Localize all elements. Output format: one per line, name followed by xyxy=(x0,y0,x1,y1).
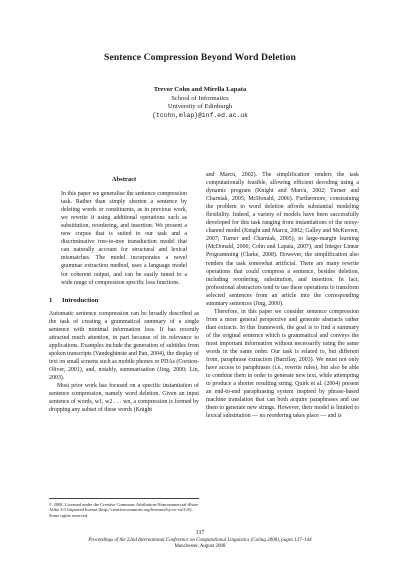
intro-paragraph-1: Automatic sentence compression can be broadly described as the task of creating a grammatical summary of a single sentence with minimal information loss. It has recently attracted much attention, in part because of its relevance to applications. Examples include the generation of subtitles from spoken transcripts (Vandeghinste and Pan, 2004), the display of text on small screens such as mobile phones or PDAs (Corston-Oliver, 2001), and, notably, summarisation (Jing, 2000; Lin, 2003). xyxy=(49,310,199,382)
proceedings-venue: Manchester, August 2008 xyxy=(174,544,226,550)
license-footnote: © 2008. Licensed under the Creative Commons Attribution-Noncommercial-Share Alike 3.0 Unported license (http://creativecommons.org/licenses/by-nc-sa/3.0/). Some rights reserved. xyxy=(49,498,199,518)
left-column xyxy=(49,176,199,414)
intro-paragraph-2: Most prior work has focused on a specific instantiation of sentence compression, namely word deletion. Given an input sentence of words, w1, w2 . . . wn, a compression is formed by dropping any subset of these words (Knight xyxy=(49,383,199,414)
page-number: 137 xyxy=(195,530,205,536)
author-email: {tcohn,mlap}@inf.ed.ac.uk xyxy=(152,111,248,119)
author-names: Trevor Cohn and Mirella Lapata xyxy=(153,86,247,93)
abstract-heading: Abstract xyxy=(111,176,137,183)
right-paragraph-1: and Marcu, 2002). The simplification renders the task computationally feasible, allowing efficient decoding using a dynamic program (Knight and Marcu, 2002; Turner and Charniak, 2005; McDonald, 2006). Furthermore, constraining the problem to word deletion affords substantial modeling flexibility. Indeed, a variety of models have been successfully developed for this task ranging from instantiations of the noisy-channel model (Knight and Marcu, 2002; Galley and McKeown, 2007; Turner and Charniak, 2005), to large-margin learning (McDonald, 2006; Cohn and Lapata, 2007), and Integer Linear Programming (Clarke, 2008). However, the simplification also renders the task somewhat artificial. There are many rewrite operations that could compress a sentence, besides deletion, including reordering, substitution, and insertion. In fact, professional abstractors tend to use these operations to transform selected sentences from an article into the corresponding summary sentences (Jing, 2000). xyxy=(206,172,359,307)
abstract-text: In this paper we generalise the sentence compression task. Rather than simply shorten a sentence by deleting words or constituents, as in previous work, we rewrite it using additional operations such as substitution, reordering, and insertion. We present a new corpus that is suited to our task and a discriminative tree-to-tree transduction model that can naturally account for structural and lexical mismatches. The model incorporates a novel grammar extraction method, uses a language model for coherent output, and can be easily tuned to a wide range of compression specific loss functions. xyxy=(61,191,187,286)
section-number: 1 xyxy=(49,296,53,304)
author-university: University of Edinburgh xyxy=(167,103,233,111)
right-paragraph-2: Therefore, in this paper we consider sentence compression from a more general perspective and generate abstracts rather than extracts. In this framework, the goal is to find a summary of the original sentence which is grammatical and conveys the most important information without necessarily using the same words in the same order. Our task is related to, but different from, paraphrase extraction (Barzilay, 2003). We must not only have access to paraphrases (i.e., rewrite rules), but also be able to combine them in order to generate new text, while attempting to produce a shorter resulting string. Quirk et al. (2004) present an end-to-end paraphrasing system inspired by phrase-based machine translation that can both acquire paraphrases and use them to generate new strings. However, their model is limited to lexical substitution — no reordering takes place — and is xyxy=(206,308,359,420)
author-affiliation: School of Informatics xyxy=(171,94,229,102)
proceedings-footer xyxy=(0,538,400,551)
paper-title: Sentence Compression Beyond Word Deletion xyxy=(104,52,296,63)
proceedings-citation: Proceedings of the 22nd International Conference on Computational Linguistics (Coling 2008), pages 137–144 xyxy=(88,538,312,543)
section-title: Introduction xyxy=(62,296,99,304)
author-block xyxy=(0,86,400,120)
right-column xyxy=(206,171,359,420)
section-heading-introduction xyxy=(49,297,199,305)
